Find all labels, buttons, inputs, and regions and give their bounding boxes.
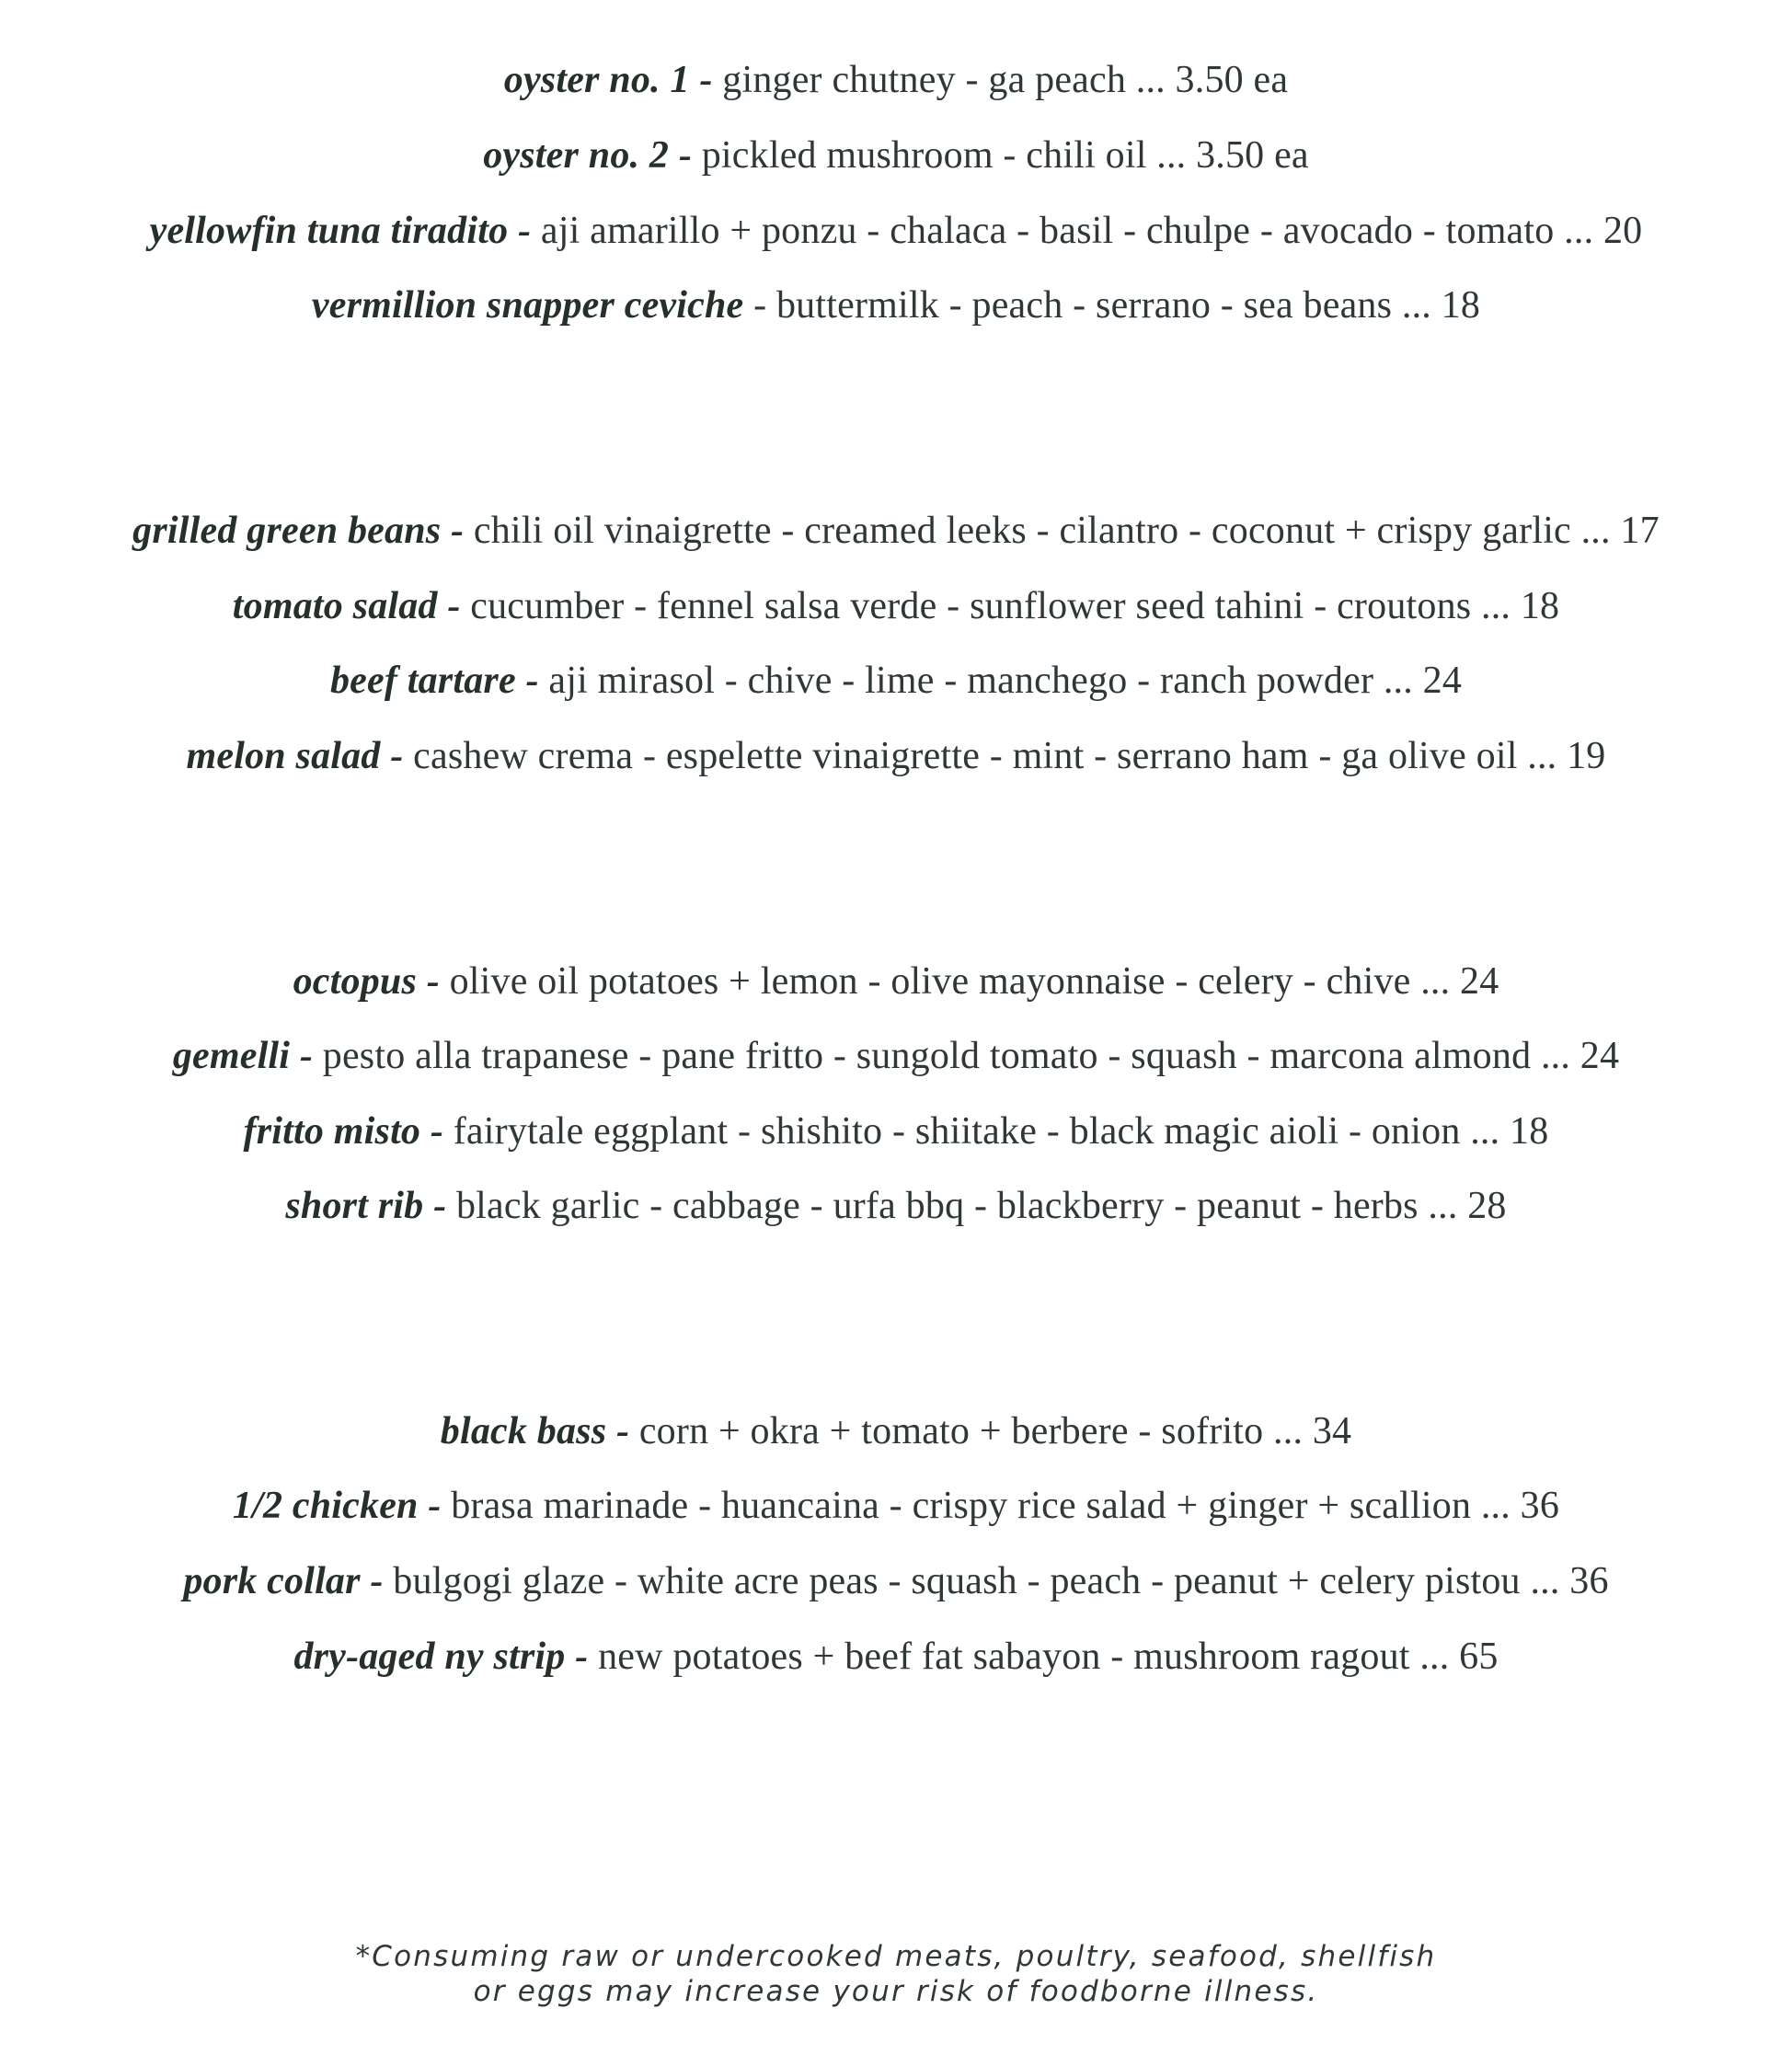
menu-item	[0, 1033, 1792, 1079]
dish-description: olive oil potatoes + lemon - olive mayonnaise - celery - chive ... 24	[439, 960, 1499, 1003]
dish-description: aji amarillo + ponzu - chalaca - basil - chulpe - avocado - tomato ... 20	[531, 210, 1643, 252]
menu-item	[0, 1558, 1792, 1604]
menu-item	[0, 1408, 1792, 1454]
dish-description: new potatoes + beef fat sabayon - mushroom ragout ... 65	[588, 1636, 1499, 1678]
menu-item	[0, 958, 1792, 1004]
footnote-line: *Consuming raw or undercooked meats, poultry, seafood, shellfish	[355, 1940, 1437, 1973]
dish-description: bulgogi glaze - white acre peas - squash - peach - peanut + celery pistou ... 36	[383, 1560, 1609, 1602]
dish-description: pickled mushroom - chili oil ... 3.50 ea	[692, 134, 1309, 177]
dish-description: chili oil vinaigrette - creamed leeks - cilantro - coconut + crispy garlic ... 17	[464, 510, 1660, 552]
dish-name: gemelli -	[172, 1035, 314, 1077]
food-safety-footnote	[0, 1939, 1792, 2009]
menu-item	[0, 1108, 1792, 1154]
dish-name: beef tartare -	[329, 660, 539, 702]
menu-item	[0, 132, 1792, 178]
dish-description: brasa marinade - huancaina - crispy rice salad + ginger + scallion ... 36	[441, 1485, 1560, 1527]
dish-description: aji mirasol - chive - lime - manchego - ranch powder ... 24	[538, 660, 1463, 702]
menu-item	[0, 208, 1792, 254]
menu-item	[0, 733, 1792, 779]
menu-item	[0, 658, 1792, 704]
dish-description: ginger chutney - ga peach ... 3.50 ea	[712, 59, 1289, 101]
menu-item	[0, 1634, 1792, 1680]
dish-description: fairytale eggplant - shishito - shiitake - black magic aioli - onion ... 18	[443, 1110, 1549, 1153]
menu-item	[0, 57, 1792, 103]
dish-description: black garlic - cabbage - urfa bbq - blackberry - peanut - herbs ... 28	[446, 1185, 1507, 1227]
dish-name: yellowfin tuna tiradito -	[149, 210, 532, 252]
dish-description: corn + okra + tomato + berbere - sofrito ... 34	[629, 1410, 1352, 1452]
dish-name: melon salad -	[186, 735, 404, 777]
footnote-line: or eggs may increase your risk of foodborne illness.	[473, 1975, 1319, 2008]
dish-name: pork collar -	[183, 1560, 384, 1602]
dish-name: tomato salad -	[232, 585, 461, 627]
menu-item	[0, 282, 1792, 328]
dish-name: dry-aged ny strip -	[293, 1636, 589, 1678]
dish-description: pesto alla trapanese - pane fritto - sungold tomato - squash - marcona almond ... 24	[313, 1035, 1620, 1077]
menu-item	[0, 1183, 1792, 1229]
dish-name: black bass -	[440, 1410, 630, 1452]
dish-name: fritto misto -	[243, 1110, 444, 1153]
dish-name: oyster no. 2 -	[483, 134, 693, 177]
dish-name: grilled green beans -	[132, 510, 465, 552]
dish-name: oyster no. 1 -	[503, 59, 713, 101]
dish-name: octopus -	[293, 960, 440, 1003]
dish-description: cashew crema - espelette vinaigrette - mint - serrano ham - ga olive oil ... 19	[403, 735, 1606, 777]
menu-item	[0, 583, 1792, 629]
dish-name: vermillion snapper ceviche	[311, 284, 744, 327]
dish-name: short rib -	[285, 1185, 447, 1227]
dish-name: 1/2 chicken -	[232, 1485, 442, 1527]
dish-description: cucumber - fennel salsa verde - sunflower seed tahini - croutons ... 18	[460, 585, 1560, 627]
menu-item	[0, 1483, 1792, 1529]
dish-description: - buttermilk - peach - serrano - sea beans ... 18	[743, 284, 1481, 327]
menu-item	[0, 508, 1792, 554]
